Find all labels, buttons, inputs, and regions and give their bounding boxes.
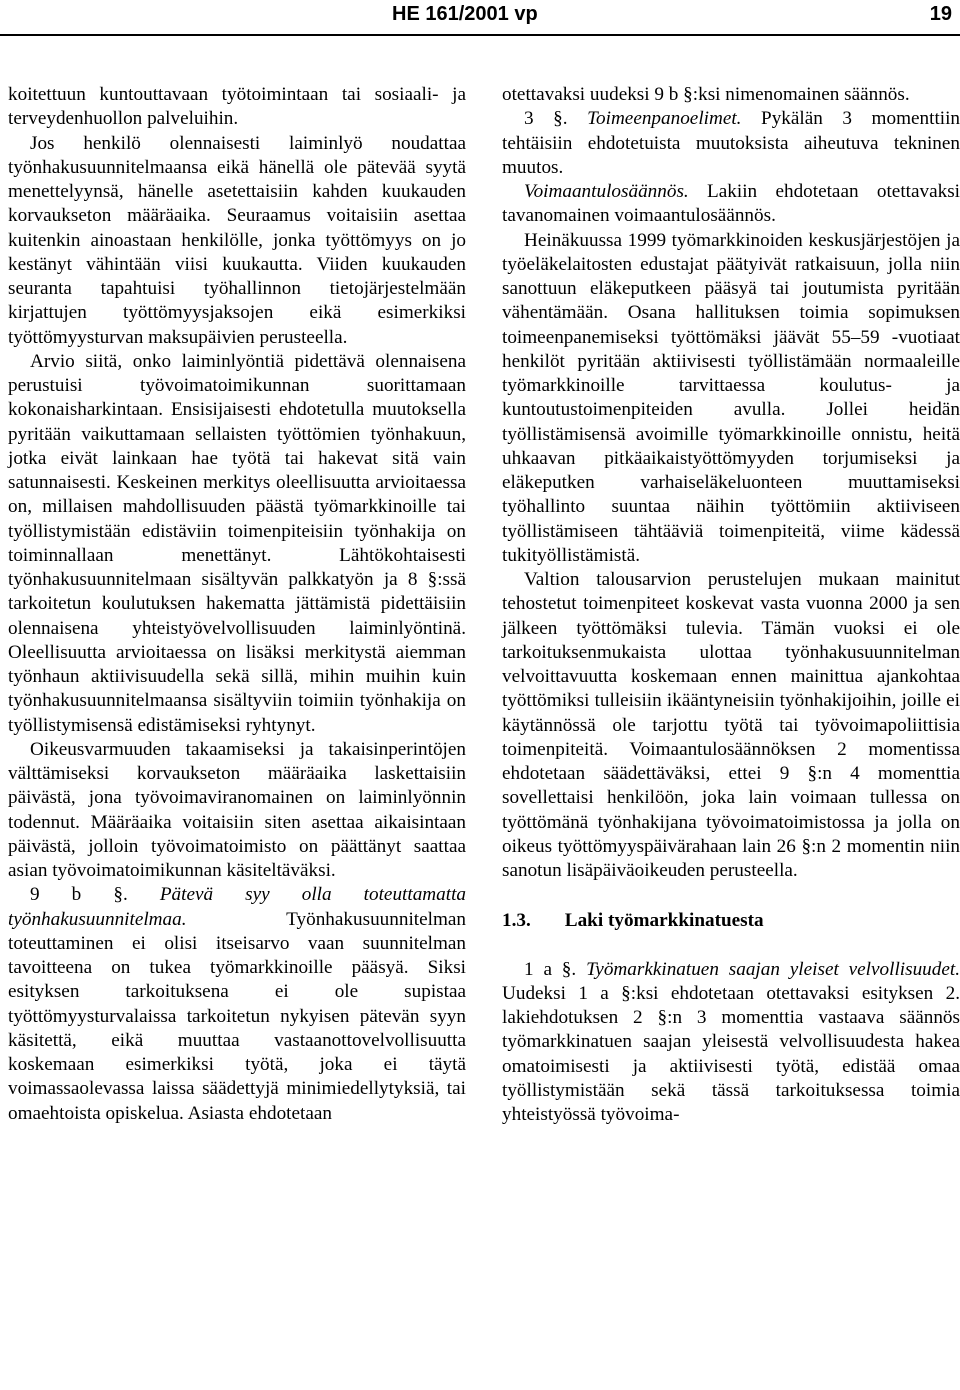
paragraph-text: Työnhakusuunnitelman toteuttaminen ei olisi itseisarvo vaan suunnitelman tavoitteena on tukea työmarkkinoille pääsyä. Siksi esityksen tarkoituksena ei ole supistaa työttömyysturvalaissa tarkoitetun nykyisen pätevän syyn käsitettä, eikä muuttaa vastaanottovelvollisuutta koskemaan esimerkiksi työtä, joka ei täytä voimassaolevassa laissa säädettyjä minimiedellytyksiä, tai omaehtoista opiskelua. Asiasta ehdotetaan (8, 908, 466, 1124)
section-title: Työmarkkinatuen saajan yleiset velvollisuudet. (586, 958, 960, 980)
paragraph (8, 883, 466, 1126)
heading-text: Laki työmarkkinatuesta (564, 910, 764, 932)
page-number: 19 (929, 3, 952, 25)
section-heading (502, 909, 960, 933)
paragraph: Heinäkuussa 1999 työmarkkinoiden keskusjärjestöjen ja työeläkelaitosten edustajat päätyivät ratkaisuun, jolla niin sanottuun eläkeputkeen pääsyä tai joutumista pyritään vähentämään. Osana hallituksen toimia sopimuksen toimeenpanemiseksi työttömäksi jäävät 55–59 -vuotiaat henkilöt pyritään aktiivisesti työllistämään normaaleille työmarkkinoille tarvittaessa koulutus- ja kuntoutustoimenpiteiden avulla. Jollei heidän työllistämisensä avoimille työmarkkinoille onnistu, heitä uhkaavan pitkäaikaistyöttömyyden torjumiseksi ja eläkeputken varhaiseläkeluonteen muuttamiseksi työhallinto suuntaa näihin työttömiin aktiiviseen työllistämiseen tähtääviä toimenpiteitä, viime kädessä tukityöllistämistä. (502, 229, 960, 566)
section-title: Toimeenpanoelimet. (587, 108, 742, 130)
section-title: Voimaantulosäännös. (524, 181, 689, 202)
page-header (0, 0, 960, 34)
section-title: Pätevä syy olla toteuttamatta työnhakusuunnitelmaa. (8, 884, 466, 930)
paragraph (502, 107, 960, 180)
document-title: HE 161/2001 vp (392, 3, 538, 25)
section-ref: 3 §. (524, 108, 568, 130)
paragraph: koitettuun kuntouttavaan työtoimintaan tai sosiaali- ja terveydenhuollon palveluihin. (8, 84, 466, 130)
paragraph-text: Lakiin ehdotetaan otettavaksi tavanomainen voimaantulosäännös. (502, 181, 960, 227)
paragraph (502, 958, 960, 1128)
paragraph: Arvio siitä, onko laiminlyöntiä pidettävä olennaisena perustuisi työvoimatoimikunnan suorittamaan kokonaisharkintaan. Ensisijaisesti ehdotetulla muutoksella pyritään vaikuttamaan sellaisten työttömien työnhakuun, jotka eivät lainkaan hae työtä tai hakevat sitä vain satunnaisesti. Keskeinen merkitys oleellisuutta arvioitaessa on, millaisen mahdollisuuden päästä työmarkkinoille tai työllistymistään edistäviin toimenpiteisiin työnhakija on toiminnallaan menettänyt. Lähtökohtaisesti työnhakusuunnitelmaan sisältyvän palkkatyön ja 8 §:ssä tarkoitetun koulutuksen hakematta jättämistä pidettäisiin olennaisena yhteistyövelvollisuuden laiminlyöntinä. Oleellisuutta arvioitaessa on lisäksi merkitystä aiemman työnhaun aktiivisuudella sekä sillä, mihin muihin kuin työnhakusuunnitelmaansa sisältyviin toimiin työnhakija on työllistymisensä edistämiseksi ryhtynyt. (8, 350, 466, 736)
paragraph-text: Pykälän 3 momenttiin tehtäisiin ehdotetuista muutoksista aiheutuva tekninen muutos. (502, 108, 960, 178)
section-ref: 1 a §. (524, 958, 577, 980)
paragraph: Jos henkilö olennaisesti laiminlyö noudattaa työnhakusuunnitelmaansa eikä hänellä ole pätevää syytä menettelyynsä, hänelle asetettaisiin kahden kuukauden korvaukseton määräaika. Seuraamus voitaisiin asettaa kuitenkin ainoastaan henkilölle, jonka työttömyys on jo kestänyt vähintään viisi kuukautta. Viiden kuukauden seuranta tapahtuisi työhallinnon tietojärjestelmään kirjattujen työttömyysjaksojen eikä esimerkiksi työttömyysturvan maksupäivien perusteella. (8, 132, 466, 348)
heading-number: 1.3. (502, 910, 531, 932)
paragraph: otettavaksi uudeksi 9 b §:ksi nimenomainen säännös. (502, 84, 910, 105)
section-ref: 9 b §. (30, 884, 128, 906)
paragraph (502, 180, 960, 229)
left-column (8, 83, 466, 1126)
paragraph: Oikeusvarmuuden takaamiseksi ja takaisinperintöjen välttämiseksi korvaukseton määräaika laskettaisiin päivästä, jona työvoimaviranomainen on laiminlyönnin todennut. Määräaika voitaisiin siten asettaa aikaisintaan päivästä, jolloin työvoimatoimisto on päättänyt saattaa asian työvoimatoimikunnan käsiteltäväksi. (8, 738, 466, 881)
right-column (502, 83, 960, 1127)
paragraph-text: Uudeksi 1 a §:ksi ehdotetaan otettavaksi esityksen 2. lakiehdotuksen 2 §:n 3 momenttia vastaava säännös työmarkkinatuen saajan yleisestä velvollisuudesta hakea omatoimisesti ja aktiivisesti työtä, edistää omaa työllistymistään sekä tässä tarkoituksessa toimia yhteistyössä työvoima- (502, 982, 960, 1125)
paragraph: Valtion talousarvion perustelujen mukaan mainitut tehostetut toimenpiteet koskevat vasta vuonna 2000 ja sen jälkeen työttömäksi tulevia. Tämän vuoksi ei ole tarkoituksenmukaista ulottaa työnhakusuunnitelman velvoittavuutta koskemaan ennen mainittua ajankohtaa työttömiksi tulleisiin ikääntyneisiin työnhakijoihin, joille ei käytännössä ole tarjottu työtä tai työvoimapoliittisia toimenpiteitä. Voimaantulosäännöksen 2 momentissa ehdotetaan säädettäväksi, ettei 9 §:n 4 momenttia sovellettaisi henkilöön, joka lain voimaan tullessa on työttömänä työnhakijana työvoimatoimistossa ja jolla on oikeus työttömyyspäivärahaan lain 26 §:n 2 momentin niin sanotun lisäpäiväoikeuden perusteella. (502, 569, 960, 881)
header-rule (0, 34, 960, 36)
